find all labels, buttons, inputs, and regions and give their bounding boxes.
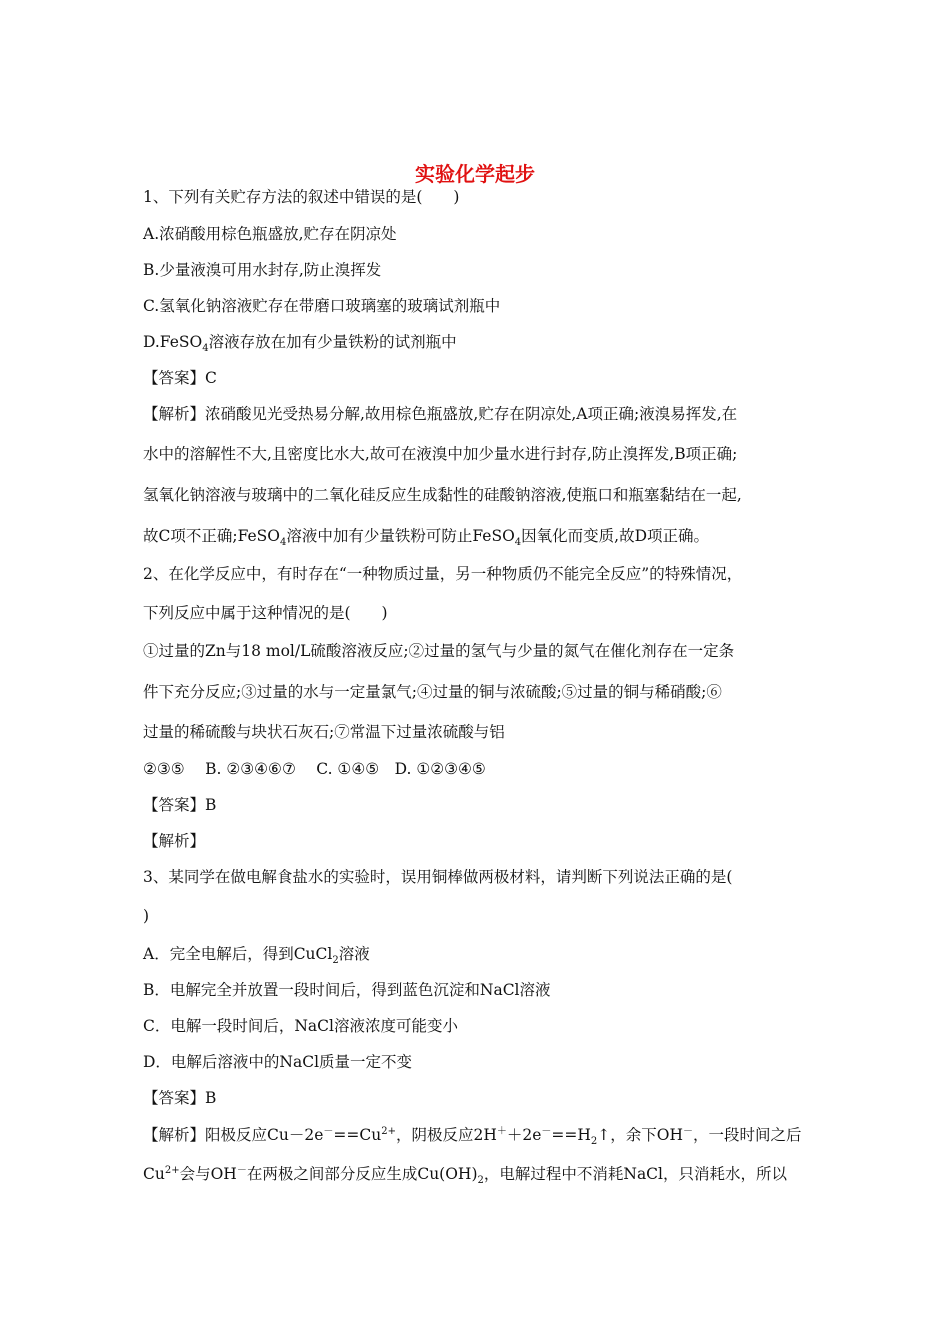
q2-options: ②③⑤ B. ②③④⑥⑦ C. ①④⑤ D. ①②③④⑤: [143, 760, 486, 778]
q3-stem-line-1: 3、某同学在做电解食盐水的实验时，误用铜棒做两极材料，请判断下列说法正确的是(: [143, 868, 733, 886]
q1-explanation-line-1: 【解析】浓硝酸见光受热易分解,故用棕色瓶盛放,贮存在阴凉处,A项正确;液溴易挥发,在: [143, 405, 738, 423]
q3-explanation-line-2: [143, 1164, 787, 1187]
q2-stem-line-1: 2、在化学反应中，有时存在“一种物质过量，另一种物质仍不能完全反应”的特殊情况，: [143, 565, 743, 583]
q1-exp4-part-b: 溶液中加有少量铁粉可防止FeSO: [286, 527, 515, 545]
q3-answer: 【答案】B: [143, 1089, 217, 1107]
q2-list-line-2: 件下充分反应;③过量的水与一定量氯气;④过量的铜与浓硫酸;⑤过量的铜与稀硝酸;⑥: [143, 683, 722, 701]
q3-exp2-sub-1: 2: [477, 1175, 484, 1187]
q1-option-d-text: D.FeSO: [143, 333, 203, 351]
q1-option-d-sub: 4: [202, 343, 209, 355]
q3-exp1-sup-2: 2+: [381, 1125, 396, 1137]
q1-answer: 【答案】C: [143, 369, 217, 387]
q3-exp1-part-a: 【解析】阳极反应Cu－2e: [143, 1126, 324, 1144]
q2-list-line-1: ①过量的Zn与18 mol/L硫酸溶液反应;②过量的氢气与少量的氮气在催化剂存在一定条: [143, 642, 735, 660]
q1-option-a: A.浓硝酸用棕色瓶盛放,贮存在阴凉处: [143, 225, 397, 243]
q3-exp1-part-c: ，阴极反应2H: [395, 1126, 497, 1144]
q3-option-b: B．电解完全并放置一段时间后，得到蓝色沉淀和NaCl溶液: [143, 981, 551, 999]
q3-exp2-part-b: 会与OH: [179, 1165, 237, 1183]
q3-exp2-part-a: Cu: [143, 1165, 165, 1183]
q1-explanation-line-4: [143, 526, 710, 549]
q3-exp1-part-g: ，一段时间之后: [693, 1126, 802, 1144]
document-title: 实验化学起步: [415, 162, 535, 186]
q3-exp1-part-e: ==H: [551, 1126, 591, 1144]
q3-exp1-sup-4: －: [541, 1125, 552, 1137]
q1-stem: 1、下列有关贮存方法的叙述中错误的是( ): [143, 188, 460, 206]
q1-option-c: C.氢氧化钠溶液贮存在带磨口玻璃塞的玻璃试剂瓶中: [143, 297, 501, 315]
q1-explanation-line-2: 水中的溶解性不大,且密度比水大,故可在液溴中加少量水进行封存,防止溴挥发,B项正确;: [143, 445, 738, 463]
q1-exp4-sub-1: 4: [280, 537, 287, 549]
q3-exp2-sup-1: 2+: [164, 1164, 180, 1176]
q2-stem-line-2: 下列反应中属于这种情况的是( ): [143, 604, 388, 622]
q2-answer: 【答案】B: [143, 796, 217, 814]
q3-exp1-sup-3: ＋: [496, 1125, 507, 1137]
q3-option-a-text-end: 溶液: [338, 945, 370, 963]
q3-option-c: C．电解一段时间后，NaCl溶液浓度可能变小: [143, 1017, 458, 1035]
q3-exp2-part-c: 在两极之间部分反应生成Cu(OH): [246, 1165, 478, 1183]
q3-exp1-sub-1: 2: [590, 1136, 598, 1148]
q1-option-b: B.少量液溴可用水封存,防止溴挥发: [143, 261, 382, 279]
q3-exp1-sup-1: －: [323, 1125, 334, 1137]
q3-exp1-part-d: ＋2e: [506, 1126, 542, 1144]
q3-option-d: D．电解后溶液中的NaCl质量一定不变: [143, 1053, 413, 1071]
q1-exp4-part-c: 因氧化而变质,故D项正确。: [521, 527, 710, 545]
q3-exp2-sup-2: －: [236, 1164, 247, 1176]
q1-explanation-line-3: 氢氧化钠溶液与玻璃中的二氧化硅反应生成黏性的硅酸钠溶液,使瓶口和瓶塞黏结在一起,: [143, 486, 742, 504]
q3-exp1-part-b: ==Cu: [333, 1126, 382, 1144]
q2-list-line-3: 过量的稀硫酸与块状石灰石;⑦常温下过量浓硫酸与铝: [143, 723, 505, 741]
q3-explanation-line-1: [143, 1125, 802, 1148]
q1-exp4-part-a: 故C项不正确;FeSO: [143, 527, 280, 545]
q3-option-a-sub: 2: [332, 955, 339, 967]
q1-option-d: [143, 332, 457, 355]
q3-exp2-part-d: ，电解过程中不消耗NaCl，只消耗水，所以: [483, 1165, 787, 1183]
q3-option-a-text: A．完全电解后，得到CuCl: [143, 945, 333, 963]
q2-analysis: 【解析】: [143, 832, 206, 850]
q3-option-a: [143, 944, 370, 967]
q1-exp4-sub-2: 4: [514, 537, 522, 549]
q1-option-d-text-end: 溶液存放在加有少量铁粉的试剂瓶中: [208, 333, 457, 351]
q3-exp1-part-f: ↑，余下OH: [597, 1126, 683, 1144]
q3-stem-line-2: ): [143, 907, 150, 925]
q3-exp1-sup-5: －: [683, 1125, 693, 1137]
